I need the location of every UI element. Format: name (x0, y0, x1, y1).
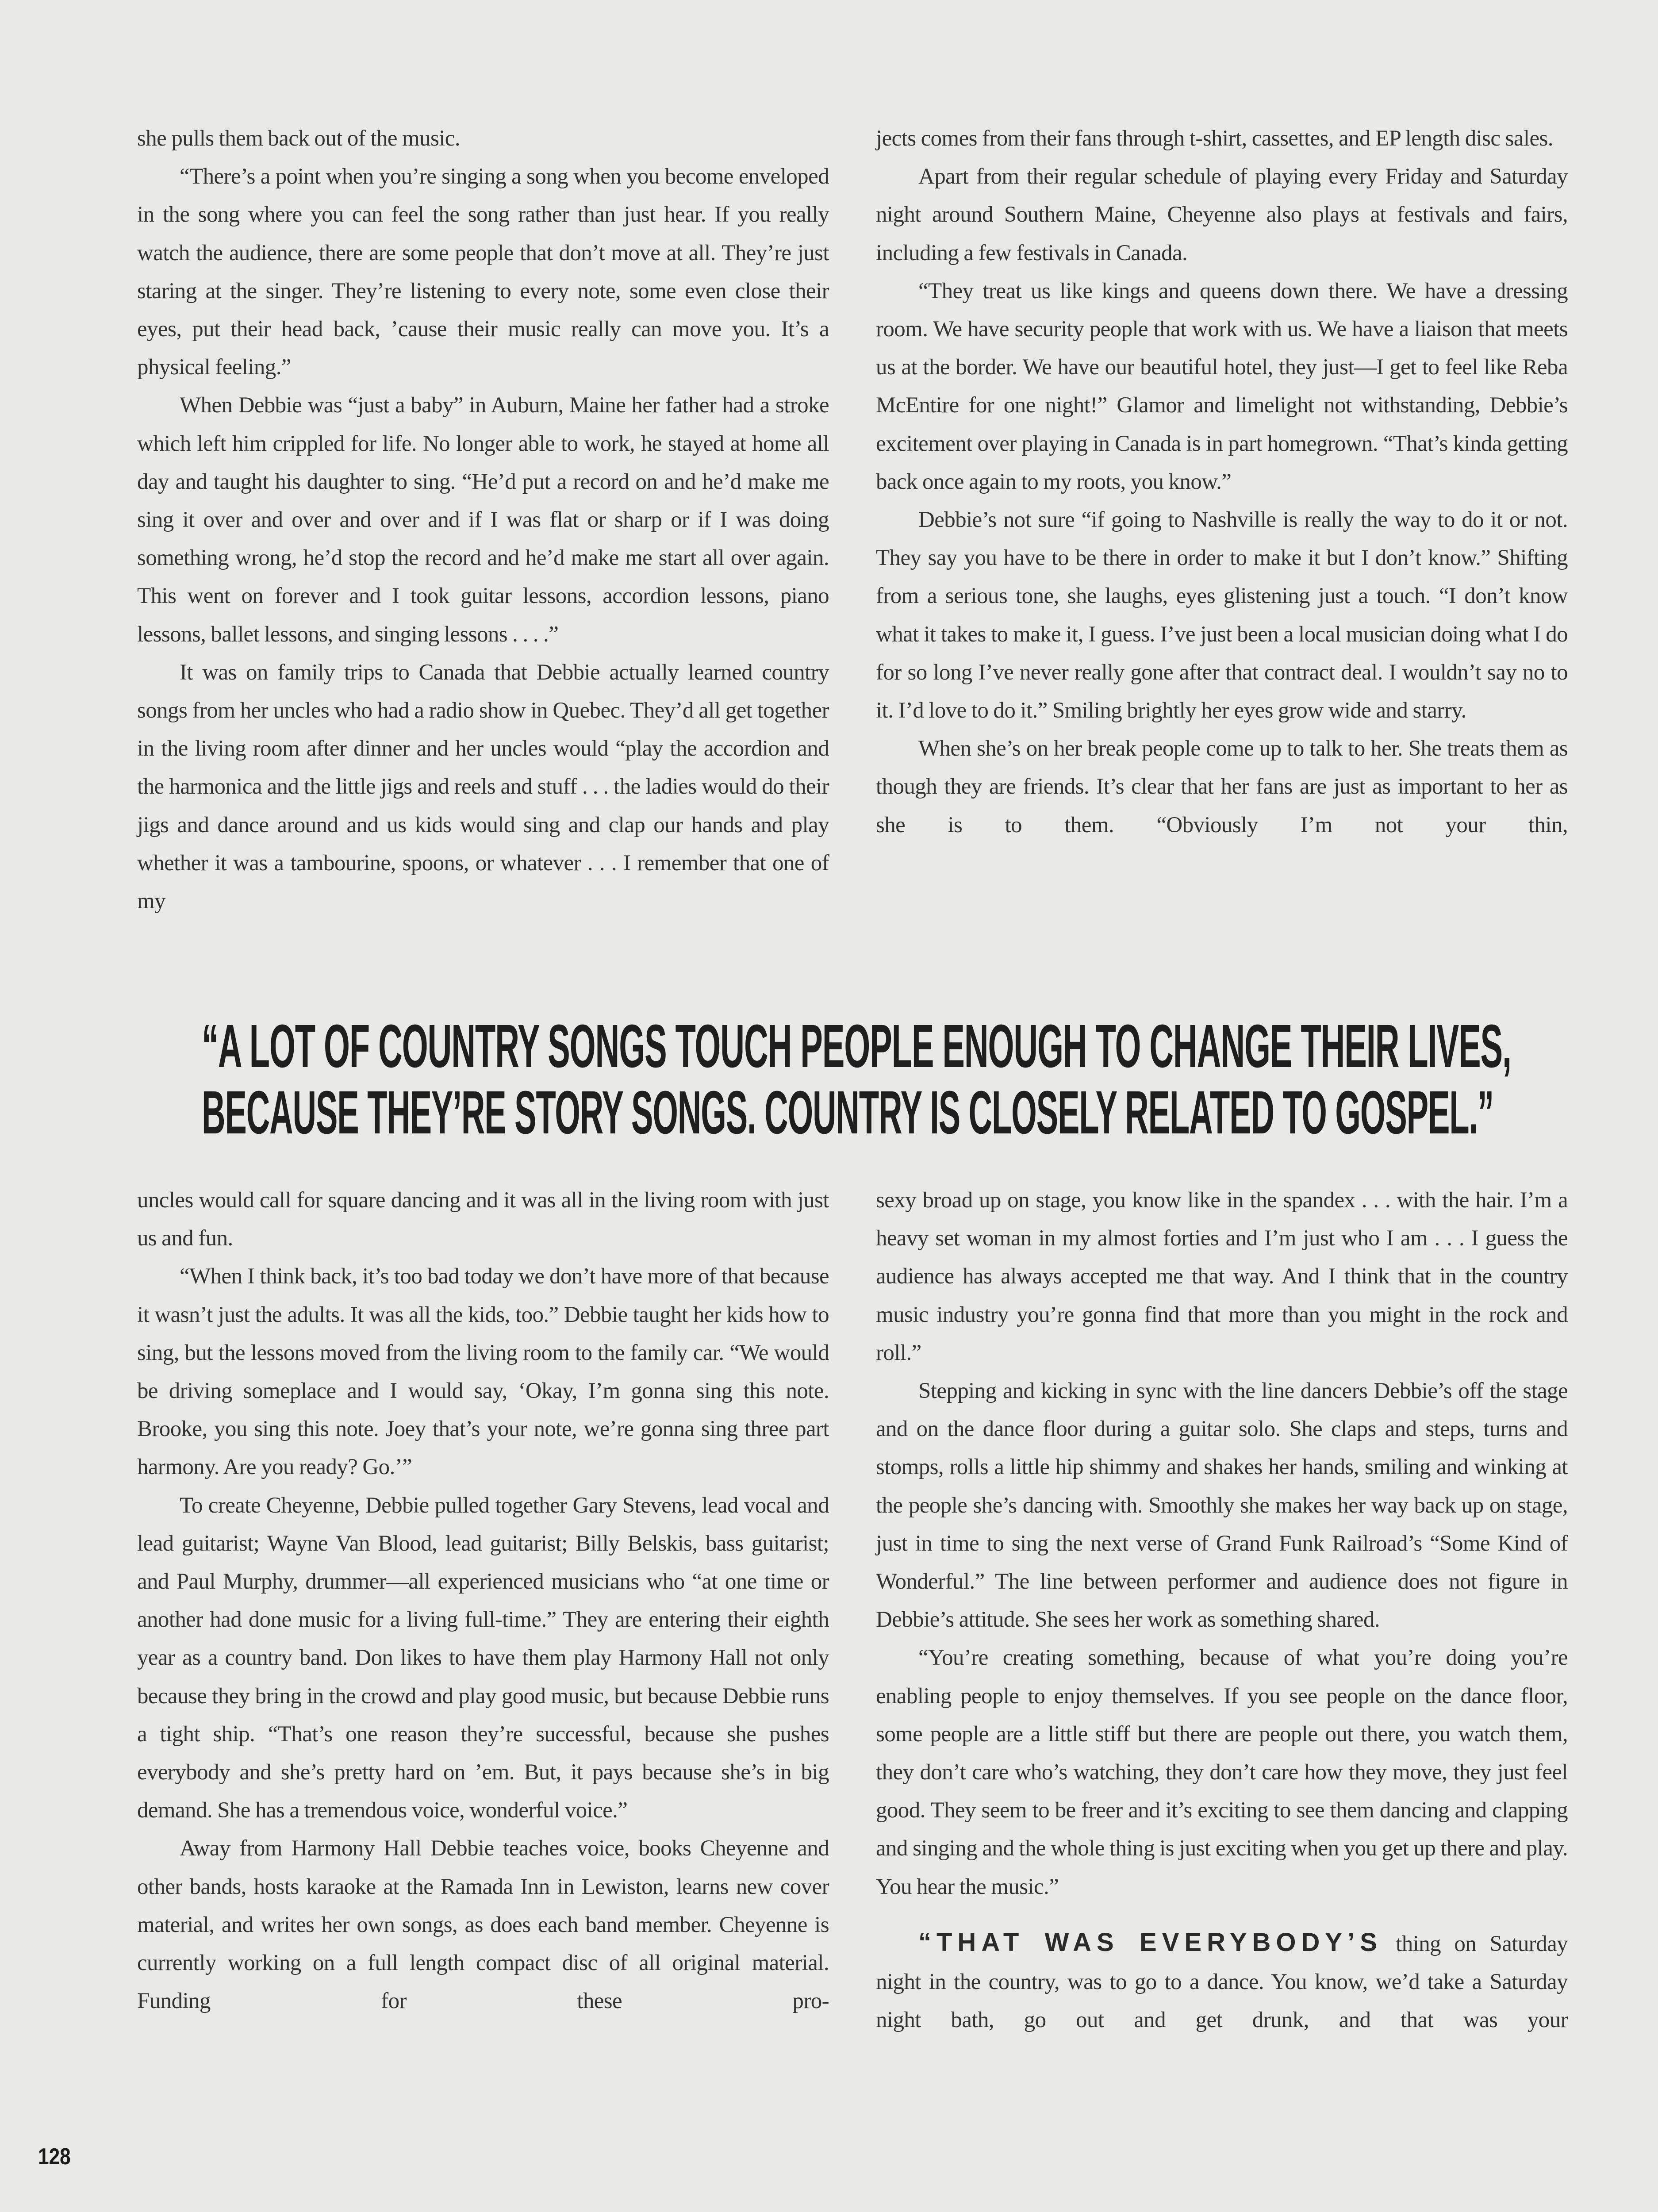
paragraph: uncles would call for square dancing and it was all in the living room with just us and fun. (137, 1188, 829, 1251)
top-left-column (137, 119, 829, 920)
paragraph: Away from Harmony Hall Debbie teaches voice, books Cheyenne and other bands, hosts karaoke at the Ramada Inn in Lewiston, learns new cover material, and writes her own songs, as does each band member. Cheyenne is currently working on a full length compact disc of all original material. Funding for these pro- (137, 1836, 829, 2014)
pull-quote-line: “A LOT OF COUNTRY SONGS TOUCH PEOPLE ENOUGH TO CHANGE THEIR LIVES, (202, 1012, 1511, 1080)
paragraph: When Debbie was “just a baby” in Auburn, Maine her father had a stroke which left him crippled for life. No longer able to work, he stayed at home all day and taught his daughter to sing. “He’d put a record on and he’d make me sing it over and over and over and if I was flat or sharp or if I was doing something wrong, he’d stop the record and he’d make me start all over again. This went on forever and I took guitar lessons, accordion lessons, piano lessons, ballet lessons, and singing lessons . . . .” (137, 393, 829, 647)
paragraph: she pulls them back out of the music. (137, 126, 460, 151)
paragraph: “There’s a point when you’re singing a song when you become enveloped in the song where you can feel the song rather than just hear. If you really watch the audience, there are some people that don’t move at all. They’re just staring at the singer. They’re listening to every note, some even close their eyes, put their head back, ’cause their music really can move you. It’s a physical feeling.” (137, 164, 829, 380)
bottom-right-column (876, 1181, 1568, 2039)
paragraph: Stepping and kicking in sync with the line dancers Debbie’s off the stage and on the dance floor during a guitar solo. She claps and steps, turns and stomps, rolls a little hip shimmy and shakes her hands, smiling and winking at the people she’s dancing with. Smoothly she makes her way back up on stage, just in time to sing the next verse of Grand Funk Railroad’s “Some Kind of Wonderful.” The line between performer and audience does not figure in Debbie’s attitude. She sees her work as something shared. (876, 1379, 1568, 1632)
bottom-left-column (137, 1181, 829, 2020)
paragraph: jects comes from their fans through t-shirt, cassettes, and EP length disc sales. (876, 126, 1553, 151)
paragraph: To create Cheyenne, Debbie pulled together Gary Stevens, lead vocal and lead guitarist; Wayne Van Blood, lead guitarist; Billy Belskis, bass guitarist; and Paul Murphy, drummer—all experienced musicians who “at one time or another had done music for a living full-time.” They are entering their eighth year as a country band. Don likes to have them play Harmony Hall not only because they bring in the crowd and play good music, but because Debbie runs a tight ship. “That’s one reason they’re successful, because she pushes everybody and she’s pretty hard on ’em. But, it pays because she’s in big demand. She has a tremendous voice, wonderful voice.” (137, 1493, 829, 1823)
paragraph: Debbie’s not sure “if going to Nashville is really the way to do it or not. They say you have to be there in order to make it but I don’t know.” Shifting from a serious tone, she laughs, eyes glistening just a touch. “I don’t know what it takes to make it, I guess. I’ve just been a local musician doing what I do for so long I’ve never really gone after that contract deal. I wouldn’t say no to it. I’d love to do it.” Smiling brightly her eyes grow wide and starry. (876, 507, 1568, 723)
paragraph: “When I think back, it’s too bad today we don’t have more of that because it wasn’t just the adults. It was all the kids, too.” Debbie taught her kids how to sing, but the lessons moved from the living room to the family car. “We would be driving someplace and I would say, ‘Okay, I’m gonna sing this note. Brooke, you sing this note. Joey that’s your note, we’re gonna sing three part harmony. Are you ready? Go.’” (137, 1264, 829, 1480)
page-number: 128 (38, 2144, 71, 2170)
paragraph: Apart from their regular schedule of playing every Friday and Saturday night around Southern Maine, Cheyenne also plays at festivals and fairs, including a few festivals in Canada. (876, 164, 1568, 265)
paragraph: When she’s on her break people come up to talk to her. She treats them as though they are friends. It’s clear that her fans are just as important to her as she is to them. “Obviously I’m not your thin, (876, 736, 1568, 837)
top-right-column (876, 119, 1568, 844)
paragraph: sexy broad up on stage, you know like in the spandex . . . with the hair. I’m a heavy set woman in my almost forties and I’m just who I am . . . I guess the audience has always accepted me that way. And I think that in the country music industry you’re gonna find that more than you might in the rock and roll.” (876, 1188, 1568, 1365)
section-lead-text: thing on Saturday night in the country, was to go to a dance. You know, we’d take a Saturday night bath, go out and get drunk, and that was your (876, 1931, 1568, 2033)
paragraph: “They treat us like kings and queens down there. We have a dressing room. We have security people that work with us. We have a liaison that meets us at the border. We have our beautiful hotel, they just—I get to feel like Reba McEntire for one night!” Glamor and limelight not withstanding, Debbie’s excitement over playing in Canada is in part homegrown. “That’s kinda getting back once again to my roots, you know.” (876, 278, 1568, 494)
pull-quote-line: BECAUSE THEY’RE STORY SONGS. COUNTRY IS CLOSELY RELATED TO GOSPEL.” (202, 1079, 1493, 1147)
pull-quote (168, 1012, 1511, 1147)
section-lead-paragraph (876, 1924, 1568, 2039)
paragraph: “You’re creating something, because of what you’re doing you’re enabling people to enjoy themselves. If you see people on the dance floor, some people are a little stiff but there are people out there, you watch them, they don’t care who’s watching, they don’t care how they move, they just feel good. They seem to be freer and it’s exciting to see them dancing and clapping and singing and the whole thing is just exciting when you get up there and play. You hear the music.” (876, 1645, 1568, 1899)
section-lead-caps: “THAT WAS EVERYBODY’S (918, 1928, 1382, 1957)
paragraph: It was on family trips to Canada that Debbie actually learned country songs from her uncles who had a radio show in Quebec. They’d all get together in the living room after dinner and her uncles would “play the accordion and the harmonica and the little jigs and reels and stuff . . . the ladies would do their jigs and dance around and us kids would sing and clap our hands and play whether it was a tambourine, spoons, or whatever . . . I remember that one of my (137, 660, 829, 914)
